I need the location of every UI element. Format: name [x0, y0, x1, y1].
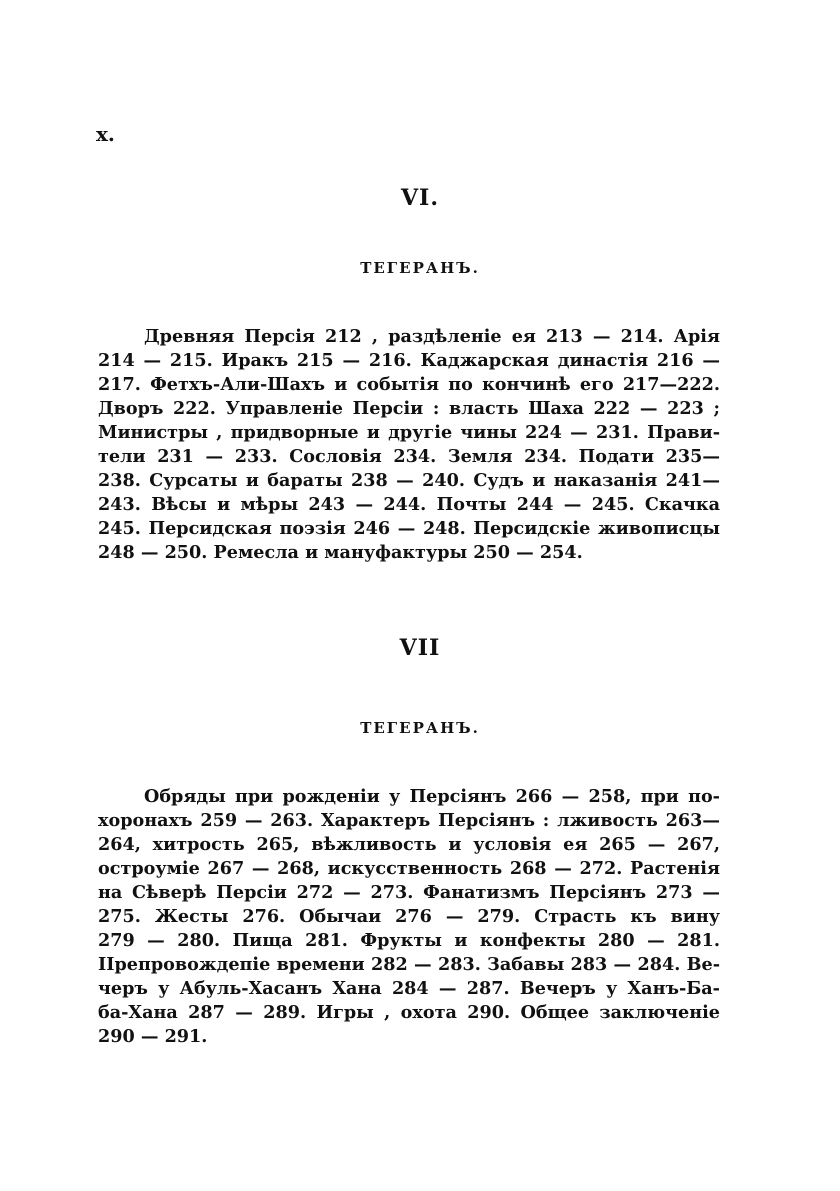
- contents-line: черъ у Абуль-Хасанъ Хана 284 — 287. Вечеръ у Ханъ-Ба-: [98, 978, 720, 999]
- contents-line: 214 — 215. Иракъ 215 — 216. Каджарская династія 216 —: [98, 350, 720, 371]
- contents-line: хоронахъ 259 — 263. Характеръ Персіянъ : лживость 263—: [98, 810, 720, 831]
- chapter-number: VII: [399, 635, 441, 661]
- chapter-contents: [98, 785, 720, 1049]
- contents-line: 290 — 291.: [98, 1026, 208, 1047]
- contents-line: 245. Персидская поэзія 246 — 248. Персидскіе живописцы: [98, 518, 720, 539]
- contents-line: 275. Жесты 276. Обычаи 276 — 279. Страсть къ вину: [98, 906, 720, 927]
- contents-line: 279 — 280. Пища 281. Фрукты и конфекты 280 — 281.: [98, 930, 720, 951]
- contents-line: IIрепровождепіе времени 282 — 283. Забавы 283 — 284. Ве-: [98, 954, 720, 975]
- contents-line: остроуміе 267 — 268, искусственность 268 — 272. Растенія: [98, 858, 720, 879]
- contents-line: тели 231 — 233. Сословія 234. Земля 234. Подати 235—: [98, 446, 720, 467]
- contents-line: 243. Вѣсы и мѣры 243 — 244. Почты 244 — 245. Скачка: [98, 494, 720, 515]
- contents-line: ба-Хана 287 — 289. Игры , охота 290. Общее заключеніе: [98, 1002, 720, 1023]
- contents-line: Обряды при рожденіи у Персіянъ 266 — 258, при по-: [144, 786, 720, 807]
- contents-line: 248 — 250. Ремесла и мануфактуры 250 — 254.: [98, 542, 583, 563]
- contents-line: 264, хитрость 265, вѣжливость и условія ея 265 — 267,: [98, 834, 720, 855]
- page-folio: x.: [96, 122, 115, 146]
- contents-line: 217. Фетхъ-Али-Шахъ и событія по кончинѣ его 217—222.: [98, 374, 720, 395]
- chapter-title: ТЕГЕРАНЪ.: [360, 719, 480, 737]
- chapter-contents: [98, 325, 720, 565]
- contents-line: 238. Сурсаты и бараты 238 — 240. Судъ и наказанія 241—: [98, 470, 720, 491]
- contents-line: Древняя Персія 212 , раздѣленіе ея 213 — 214. Арія: [144, 326, 720, 347]
- chapter-number: VI.: [400, 185, 440, 211]
- contents-line: Дворъ 222. Управленіе Персіи : власть Шаха 222 — 223 ;: [98, 398, 720, 419]
- contents-line: на Сѣверѣ Персіи 272 — 273. Фанатизмъ Персіянъ 273 —: [98, 882, 720, 903]
- chapter-title: ТЕГЕРАНЪ.: [360, 259, 480, 277]
- contents-line: Министры , придворные и другіе чины 224 — 231. Прави-: [98, 422, 720, 443]
